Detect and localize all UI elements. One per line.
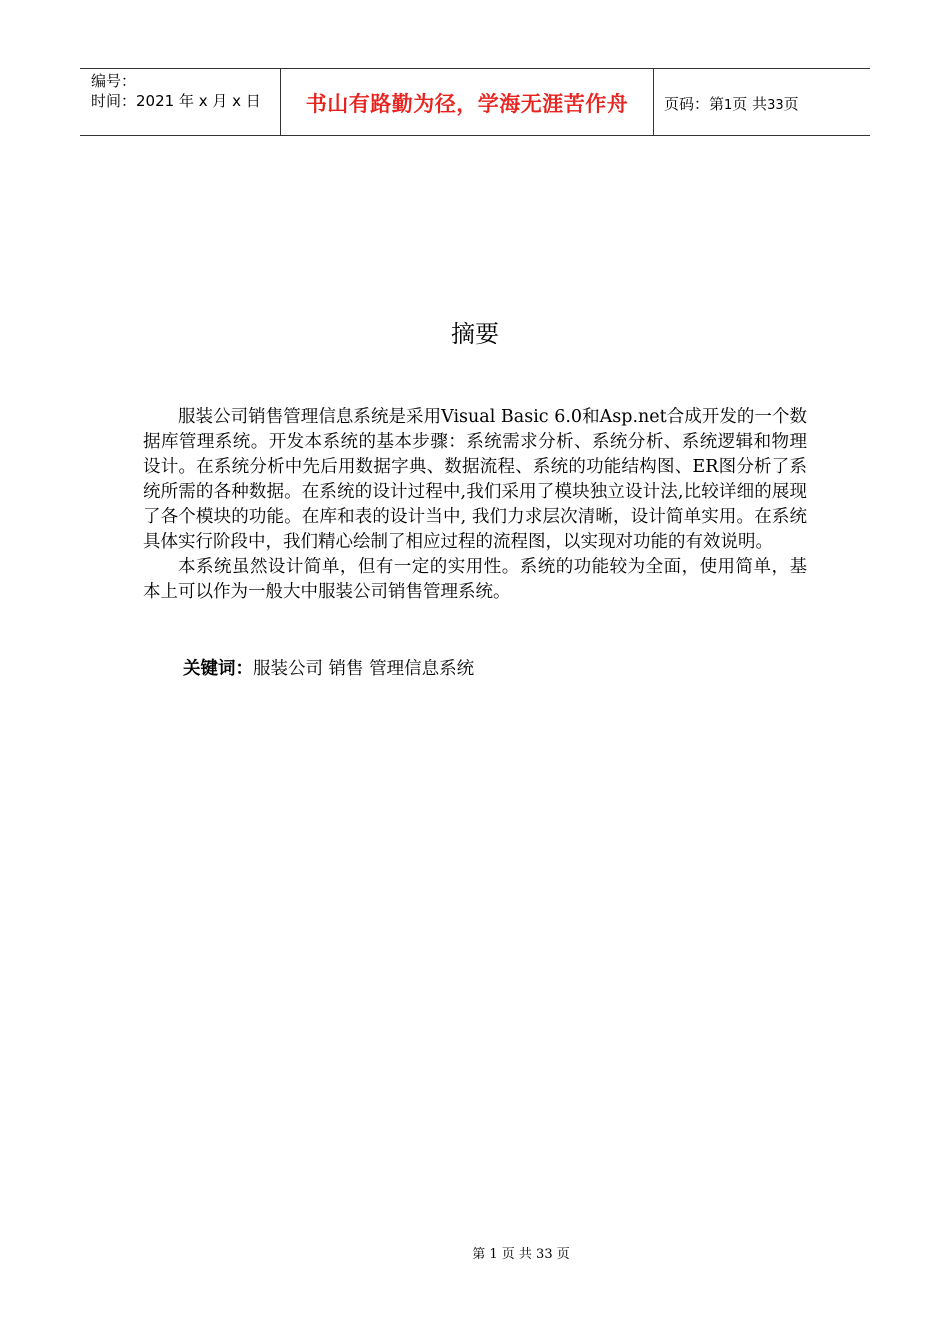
page-footer: 第 1 页 共 33 页 (472, 1247, 570, 1262)
serial-number-label: 编号： (91, 72, 137, 90)
motto-text: 书山有路勤为径，学海无涯苦作舟 (281, 69, 654, 135)
page-suffix: 页 (783, 95, 799, 113)
page-prefix: 页码：第 (664, 95, 725, 113)
header-page-number (654, 69, 870, 135)
abstract-paragraph-2: 本系统虽然设计简单，但有一定的实用性。系统的功能较为全面，使用简单，基本上可以作为一般大中服装公司销售管理系统。 (143, 557, 807, 602)
header-meta-cell (80, 69, 281, 135)
keywords-value: 服装公司 销售 管理信息系统 (253, 659, 475, 679)
page-current: 1 (724, 98, 733, 113)
page-title: 摘要 (451, 320, 499, 348)
document-header (80, 68, 870, 136)
keywords-label: 关键词： (183, 659, 253, 679)
date-label: 时间：2021 年 x 月 x 日 (91, 92, 261, 110)
abstract-body (143, 405, 807, 605)
page-mid: 页 共 (732, 95, 768, 113)
keywords-line (183, 656, 474, 682)
page-total: 33 (767, 98, 784, 113)
abstract-paragraph-1: 服装公司销售管理信息系统是采用Visual Basic 6.0和Asp.net合成开发的一个数据库管理系统。开发本系统的基本步骤：系统需求分析、系统分析、系统逻辑和物理设计。在系统分析中先后用数据字典、数据流程、系统的功能结构图、ER图分析了系统所需的各种数据。在系统的设计过程中,我们采用了模块独立设计法,比较详细的展现了各个模块的功能。在库和表的设计当中, 我们力求层次清晰，设计简单实用。在系统具体实行阶段中，我们精心绘制了相应过程的流程图，以实现对功能的有效说明。 (143, 407, 807, 552)
